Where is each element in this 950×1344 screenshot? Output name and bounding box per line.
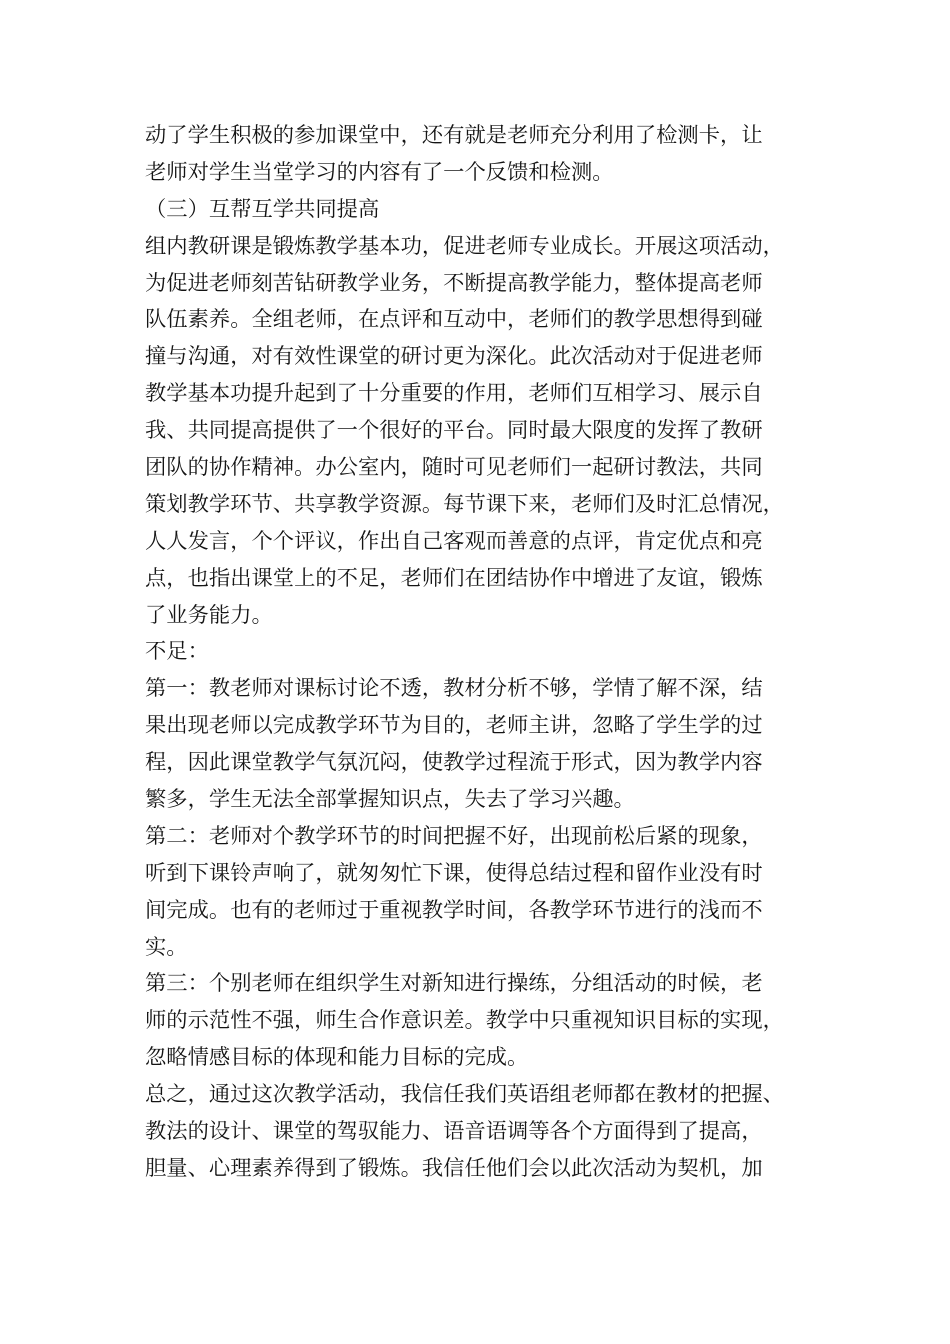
text-line: 胆量、心理素养得到了锻炼。我信任他们会以此次活动为契机，加 [145,1155,763,1181]
text-line: 团队的协作精神。办公室内，随时可见老师们一起研讨教法，共同 [145,455,763,481]
text-line: 繁多，学生无法全部掌握知识点，失去了学习兴趣。 [145,787,635,813]
text-line: 教学基本功提升起到了十分重要的作用，老师们互相学习、展示自 [145,381,763,407]
text-line: 第三：个别老师在组织学生对新知进行操练，分组活动的时候，老 [145,971,763,997]
text-line: 点，也指出课堂上的不足，老师们在团结协作中增进了友谊，锻炼 [145,565,763,591]
text-line: 撞与沟通，对有效性课堂的研讨更为深化。此次活动对于促进老师 [145,344,763,370]
text-line: 队伍素养。全组老师，在点评和互动中，老师们的教学思想得到碰 [145,307,763,333]
text-line: 第一：教老师对课标讨论不透，教材分析不够，学情了解不深，结 [145,676,763,702]
text-line: 组内教研课是锻炼教学基本功，促进老师专业成长。开展这项活动， [145,233,784,259]
text-line: 老师对学生当堂学习的内容有了一个反馈和检测。 [145,159,614,185]
text-line: 了业务能力。 [145,602,273,628]
text-line: 教法的设计、课堂的驾驭能力、语音语调等各个方面得到了提高， [145,1119,763,1145]
text-line: 人人发言，个个评议，作出自己客观而善意的点评，肯定优点和亮 [145,528,763,554]
text-line: 果出现老师以完成教学环节为目的，老师主讲，忽略了学生学的过 [145,713,763,739]
text-line: 师的示范性不强，师生合作意识差。教学中只重视知识目标的实现， [145,1008,784,1034]
text-line: 为促进老师刻苦钻研教学业务，不断提高教学能力，整体提高老师 [145,270,763,296]
text-line: 忽略情感目标的体现和能力目标的完成。 [145,1045,529,1071]
text-line: 实。 [145,934,188,960]
body-text [145,118,835,1188]
text-line: 策划教学环节、共享教学资源。每节课下来，老师们及时汇总情况， [145,491,784,517]
section-heading: （三）互帮互学共同提高 [145,196,380,222]
text-line: 第二：老师对个教学环节的时间把握不好，出现前松后紧的现象， [145,823,763,849]
shortcomings-heading: 不足： [145,639,209,665]
text-line: 我、共同提高提供了一个很好的平台。同时最大限度的发挥了教研 [145,418,763,444]
text-line: 总之，通过这次教学活动，我信任我们英语组老师都在教材的把握、 [145,1082,784,1108]
text-line: 动了学生积极的参加课堂中，还有就是老师充分利用了检测卡，让 [145,123,763,148]
text-line: 间完成。也有的老师过于重视教学时间，各教学环节进行的浅而不 [145,897,763,923]
text-line: 听到下课铃声响了，就匆匆忙下课，使得总结过程和留作业没有时 [145,860,763,886]
text-line: 程，因此课堂教学气氛沉闷，使教学过程流于形式，因为教学内容 [145,750,763,776]
